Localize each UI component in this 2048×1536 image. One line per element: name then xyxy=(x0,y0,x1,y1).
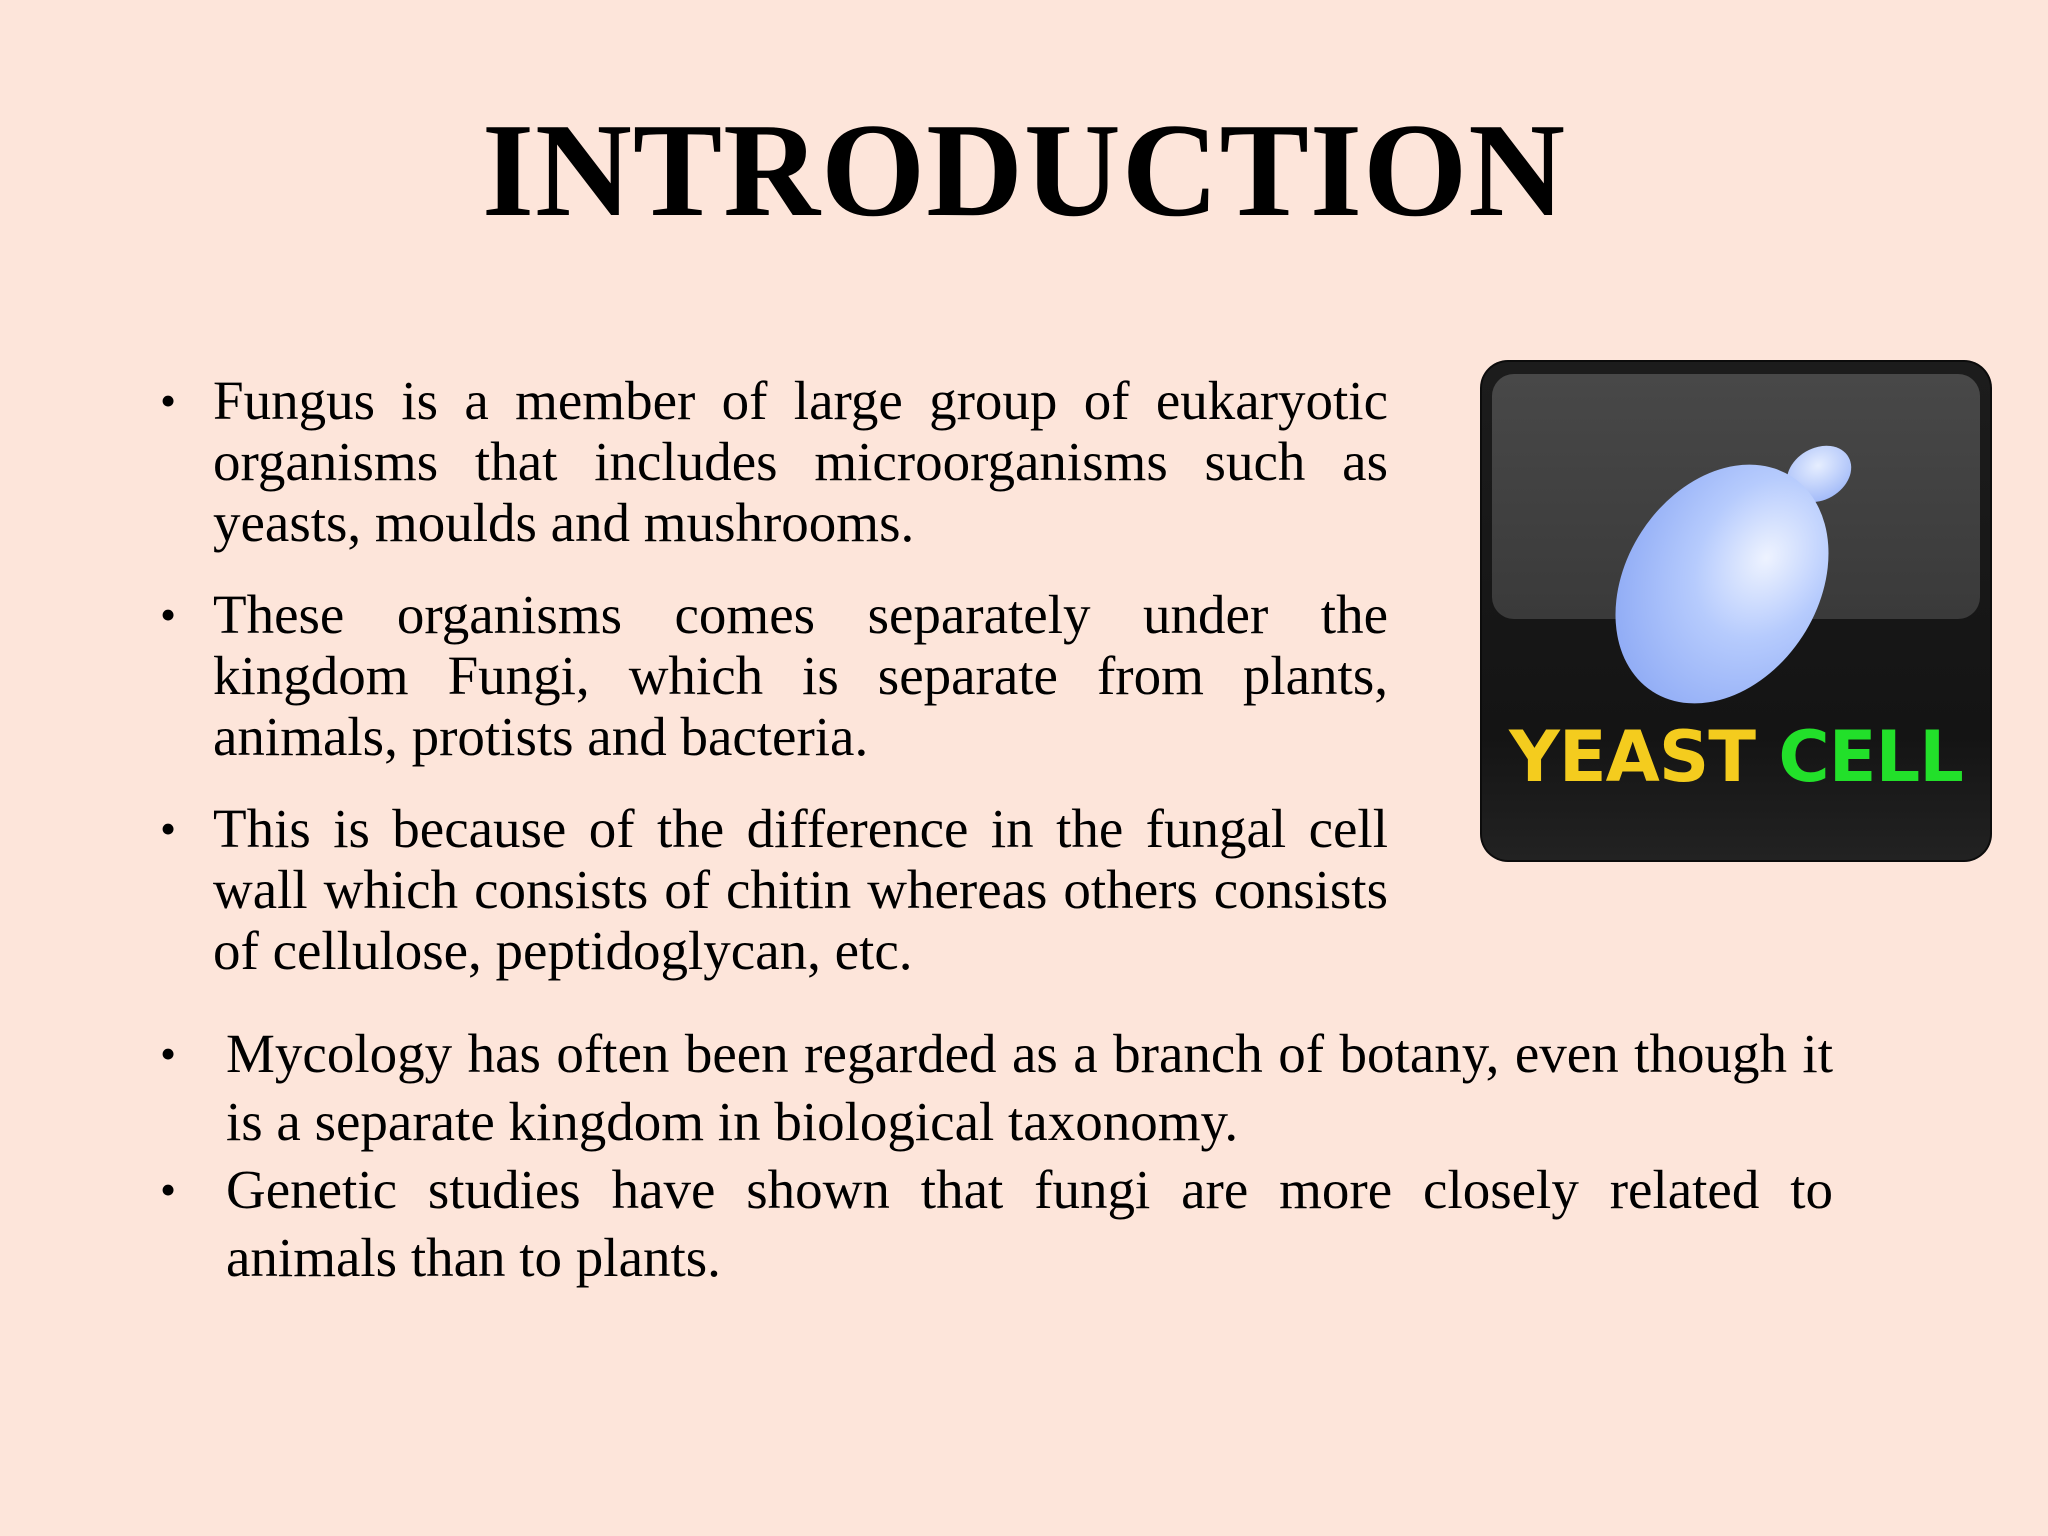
list-item xyxy=(158,584,1388,767)
bullet-glyph: • xyxy=(160,375,177,426)
list-item xyxy=(158,370,1388,553)
bullet-text: These organisms comes separately under the kingdom Fungi, which is separate from plants, animals, protists and bacteria. xyxy=(213,584,1388,767)
slide-title: INTRODUCTION xyxy=(481,96,1567,244)
list-item xyxy=(158,798,1388,981)
caption-word-cell: CELL xyxy=(1778,716,1963,798)
bullet-glyph: • xyxy=(160,1028,177,1079)
bullet-text: Mycology has often been regarded as a branch of botany, even though it is a separate kingdom in biological taxonomy. xyxy=(226,1023,1833,1152)
yeast-cell-image xyxy=(1482,362,1990,860)
list-item xyxy=(158,1156,1833,1292)
caption-word-yeast: YEAST xyxy=(1509,716,1756,798)
list-item xyxy=(158,1020,1833,1156)
bullet-glyph: • xyxy=(160,589,177,640)
bullet-text: This is because of the difference in the fungal cell wall which consists of chitin whereas others consists of cellulose, peptidoglycan, etc. xyxy=(213,798,1388,981)
bullet-text: Genetic studies have shown that fungi are more closely related to animals than to plants. xyxy=(226,1159,1833,1288)
yeast-cell-caption xyxy=(1482,717,1990,797)
bullet-glyph: • xyxy=(160,1164,177,1215)
top-bullet-list xyxy=(158,370,1388,1012)
bullet-glyph: • xyxy=(160,803,177,854)
bullet-text: Fungus is a member of large group of eukaryotic organisms that includes microorganisms such as yeasts, moulds and mushrooms. xyxy=(213,370,1388,553)
bottom-bullet-list xyxy=(158,1020,1833,1292)
